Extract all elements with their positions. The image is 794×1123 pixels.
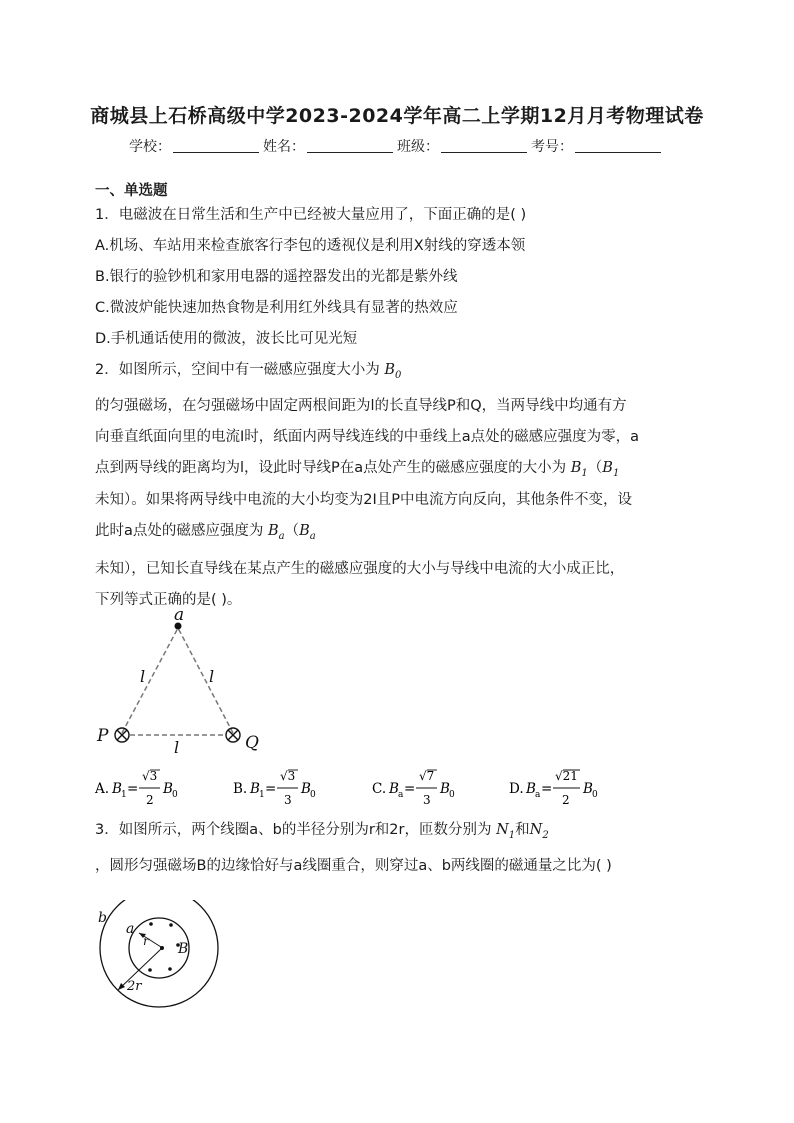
q2-line-1: [95, 360, 401, 386]
math-b1-paren: $B_1$: [602, 460, 620, 479]
school-label: 学校：: [129, 139, 171, 155]
name-field[interactable]: [307, 138, 393, 153]
svg-text:=: =: [127, 781, 139, 797]
q1-option-a: A.机场、车站用来检查旅客行李包的透视仪是利用X射线的穿透本领: [95, 238, 526, 254]
svg-text:D.: D.: [509, 781, 524, 797]
side-pa: [122, 628, 178, 733]
svg-text:=: =: [541, 781, 553, 797]
svg-text:1: 1: [121, 790, 127, 800]
math-b1: $B_1$: [570, 460, 588, 479]
label-a: a: [174, 610, 185, 625]
math-n1: $N_1$: [496, 822, 516, 841]
q2-triangle-figure: [90, 610, 280, 760]
svg-text:a: a: [535, 790, 541, 800]
svg-text:√21: √21: [555, 769, 578, 783]
q3-text-1: 3．如图所示，两个线圈a、b的半径分别为r和2r，匝数分别为: [95, 822, 492, 838]
svg-text:B: B: [526, 781, 536, 797]
label-b: b: [98, 910, 107, 926]
label-l-left: l: [140, 667, 146, 686]
side-qa: [178, 628, 233, 733]
exam-title: 商城县上石桥高级中学2023-2024学年高二上学期12月月考物理试卷: [90, 105, 704, 127]
q1-option-d: D.手机通话使用的微波，波长比可见光短: [95, 331, 358, 347]
math-n2: $N_2$: [529, 822, 549, 841]
svg-text:B: B: [301, 781, 311, 797]
math-b0: $B_0$: [384, 362, 402, 381]
q3-coils-figure: [90, 900, 230, 1020]
svg-text:B: B: [583, 781, 593, 797]
svg-text:0: 0: [449, 790, 455, 800]
label-r: r: [143, 934, 149, 948]
svg-text:0: 0: [310, 790, 316, 800]
svg-text:B: B: [163, 781, 173, 797]
svg-text:0: 0: [592, 790, 598, 800]
svg-text:B: B: [440, 781, 450, 797]
svg-text:√7: √7: [419, 769, 435, 783]
q2-text-4: 点到两导线的距离均为l，设此时导线P在a点处产生的磁感应强度的大小为: [95, 460, 567, 476]
math-ba-paren: $B_a$: [299, 523, 316, 542]
svg-text:1: 1: [259, 790, 265, 800]
svg-text:=: =: [265, 781, 277, 797]
q2-line-2: 的匀强磁场，在匀强磁场中固定两根间距为l的长直导线P和Q，当两导线中均通有方: [95, 398, 627, 414]
q1-option-b: B.银行的验钞机和家用电器的遥控器发出的光都是紫外线: [95, 269, 458, 285]
svg-text:B: B: [250, 781, 260, 797]
q1-stem: 1．电磁波在日常生活和生产中已经被大量应用了，下面正确的是( ): [95, 207, 527, 223]
svg-text:√3: √3: [280, 769, 296, 783]
wire-p-cross-icon: [115, 728, 129, 742]
q2-options: [90, 763, 630, 809]
label-2r: 2r: [127, 979, 142, 994]
label-q: Q: [245, 733, 259, 753]
student-info-row: [0, 136, 794, 156]
class-label: 班级：: [397, 139, 439, 155]
option-d[interactable]: [509, 769, 598, 807]
svg-text:A.: A.: [95, 781, 110, 797]
q3-line-1: 3．如图所示，两个线圈a、b的半径分别为r和2r，匝数分别为 $N_1$和$N_2$: [95, 822, 549, 841]
section-heading: 一、单选题: [95, 183, 168, 199]
label-l-bottom: l: [174, 738, 180, 757]
id-label: 考号：: [531, 139, 573, 155]
svg-text:B: B: [112, 781, 122, 797]
field-dots: [148, 922, 180, 972]
name-label: 姓名：: [263, 139, 305, 155]
school-field[interactable]: [173, 138, 259, 153]
math-ba: $B_a$: [268, 523, 285, 542]
coil-b: [100, 900, 218, 1007]
svg-text:a: a: [398, 790, 404, 800]
label-p: P: [97, 726, 109, 746]
q2-line-7: 未知），已知长直导线在某点产生的磁感应强度的大小与导线中电流的大小成正比，: [95, 561, 625, 577]
q1-option-c: C.微波炉能快速加热食物是利用红外线具有显著的热效应: [95, 300, 458, 316]
label-l-right: l: [209, 667, 215, 686]
svg-text:0: 0: [172, 790, 178, 800]
id-field[interactable]: [575, 138, 661, 153]
svg-text:3: 3: [284, 793, 292, 807]
q2-line-3: 向垂直纸面向里的电流I时，纸面内两导线连线的中垂线上a点处的磁感应强度为零，a: [95, 429, 640, 445]
svg-text:3: 3: [423, 793, 431, 807]
svg-text:B: B: [389, 781, 399, 797]
option-c[interactable]: [372, 769, 455, 807]
svg-text:C.: C.: [372, 781, 387, 797]
svg-text:2: 2: [146, 793, 154, 807]
q3-line-2: ，圆形匀强磁场B的边缘恰好与a线圈重合，则穿过a、b两线圈的磁通量之比为( ): [95, 858, 612, 874]
q2-line-4: 点到两导线的距离均为l，设此时导线P在a点处产生的磁感应强度的大小为 $B_1(B_1$: [95, 460, 620, 479]
svg-text:√3: √3: [142, 769, 158, 783]
q2-line-6: 此时a点处的磁感应强度为 $B_a(B_a$: [95, 523, 316, 542]
q2-text-1: 2．如图所示，空间中有一磁感应强度大小为: [95, 362, 380, 378]
option-a[interactable]: [94, 769, 178, 807]
q2-line-5: 未知）。如果将两导线中电流的大小均变为2I且P中电流方向反向，其他条件不变，设: [95, 492, 632, 508]
svg-text:2: 2: [562, 793, 570, 807]
wire-q-cross-icon: [226, 728, 240, 742]
svg-text:=: =: [404, 781, 416, 797]
q2-text-6: 此时a点处的磁感应强度为: [95, 523, 264, 539]
q2-line-8: 下列等式正确的是( )。: [95, 592, 242, 608]
option-b[interactable]: [233, 769, 316, 807]
svg-text:B.: B.: [233, 781, 248, 797]
label-a: a: [126, 921, 135, 937]
class-field[interactable]: [441, 138, 527, 153]
label-field-b: B: [178, 941, 189, 957]
